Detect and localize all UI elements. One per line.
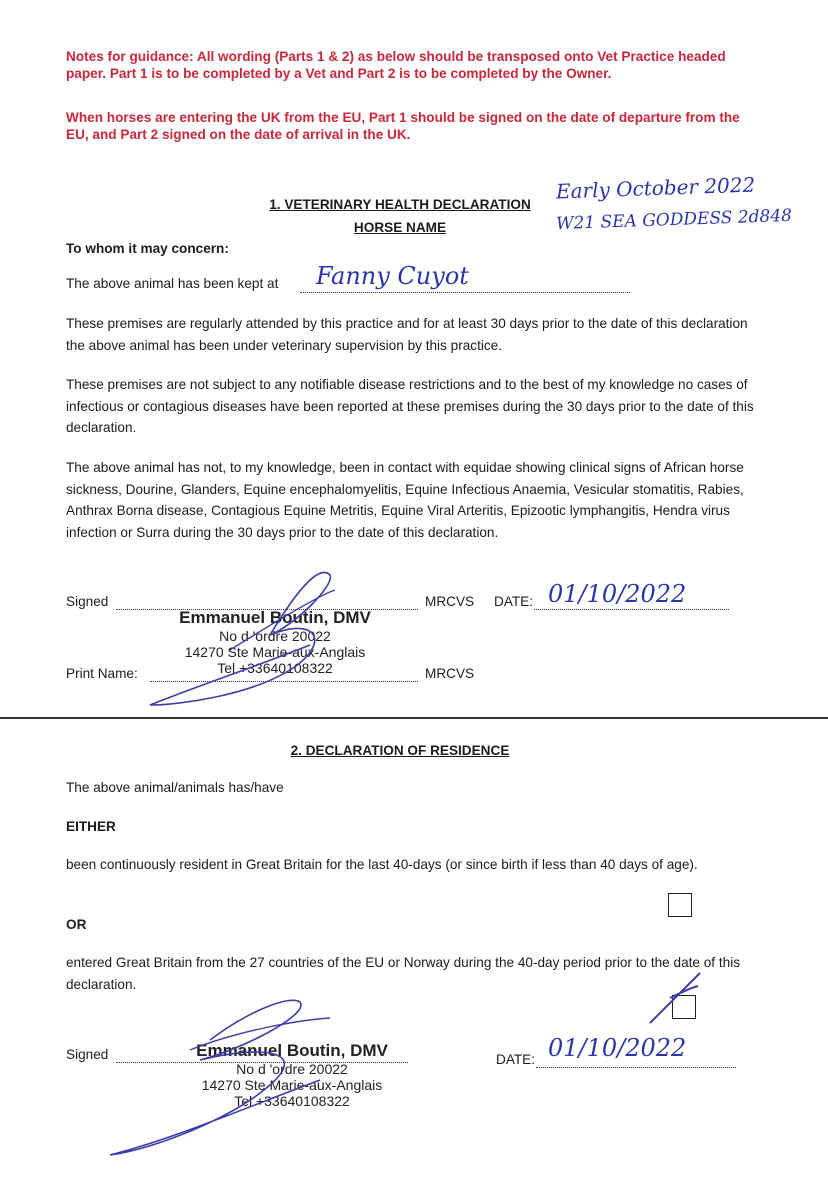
handwritten-horse-name: W21 SEA GODDESS 2d848	[555, 205, 793, 235]
stamp-order: No d 'ordre 20022	[219, 628, 331, 644]
stamp-order: No d 'ordre 20022	[236, 1061, 348, 1077]
signed-label-1: Signed	[66, 594, 109, 609]
guidance-note-1: Notes for guidance: All wording (Parts 1 & 2) as below should be transposed onto Vet Practice headed paper. Part 1 is to be completed by a Vet and Part 2 is to be completed by the Owner.	[66, 49, 726, 81]
stamp-tel: Tel +33640108322	[234, 1093, 350, 1109]
date-handwritten-1: 01/10/2022	[548, 580, 687, 608]
checkbox-tick-mark	[640, 968, 710, 1028]
part2-title: 2. DECLARATION OF RESIDENCE	[290, 743, 510, 758]
kept-at-handwritten: Fanny Cuyot	[316, 262, 469, 290]
paragraph-contact: The above animal has not, to my knowledge, been in contact with equidae showing clinical signs of African horse sickness, Dourine, Glanders, Equine encephalomyelitis, Equine Infectious Anaemia, Vesicular stomatitis, Rabies, Anthrax Borna disease, Contagious Equine Metritis, Equine Viral Arteritis, Epizootic lymphangitis, Hendra virus infection or Surra during the 30 days prior to the date of this declaration.	[66, 460, 744, 540]
print-name-label: Print Name:	[66, 666, 138, 681]
option-entered: entered Great Britain from the 27 countries of the EU or Norway during the 40-day period prior to the date of this declaration.	[66, 955, 741, 992]
or-label: OR	[66, 917, 87, 932]
checkbox-resident[interactable]	[668, 893, 692, 917]
kept-at-dotted-line	[300, 292, 630, 293]
date-label-1: DATE:	[494, 594, 534, 609]
stamp-name: Emmanuel Boutin, DMV	[179, 608, 371, 627]
date-label-2: DATE:	[496, 1052, 536, 1067]
signed-label-2: Signed	[66, 1047, 109, 1062]
mrcvs-label-1: MRCVS	[425, 594, 475, 609]
stamp-tel: Tel +33640108322	[217, 660, 333, 676]
date-dotted-line-2	[536, 1067, 736, 1068]
kept-at-label: The above animal has been kept at	[66, 276, 279, 291]
horse-name-label: HORSE NAME	[353, 220, 447, 235]
residence-intro: The above animal/animals has/have	[66, 780, 284, 795]
stamp-address: 14270 Ste Marie-aux-Anglais	[184, 644, 366, 660]
to-whom-heading: To whom it may concern:	[66, 241, 229, 256]
stamp-address: 14270 Ste Marie-aux-Anglais	[201, 1077, 383, 1093]
section-divider	[0, 717, 828, 719]
mrcvs-label-2: MRCVS	[425, 666, 475, 681]
option-resident: been continuously resident in Great Britain for the last 40-days (or since birth if less than 40 days of age).	[66, 857, 698, 872]
paragraph-supervision: These premises are regularly attended by this practice and for at least 30 days prior to the date of this declaration the above animal has been under veterinary supervision by this practice.	[66, 316, 748, 353]
guidance-note-2: When horses are entering the UK from the EU, Part 1 should be signed on the date of departure from the EU, and Part 2 signed on the date of arrival in the UK.	[66, 110, 740, 142]
stamp-name: Emmanuel Boutin, DMV	[196, 1041, 388, 1060]
paragraph-restrictions: These premises are not subject to any notifiable disease restrictions and to the best of my knowledge no cases of infectious or contagious diseases have been reported at these premises during the 30 days prior to the date of this declaration.	[66, 377, 754, 435]
vet-signature-1	[120, 555, 380, 715]
date-handwritten-2: 01/10/2022	[548, 1034, 687, 1062]
date-dotted-line-1	[534, 609, 729, 610]
handwritten-date-note: Early October 2022	[555, 172, 756, 204]
vet-signature-2	[90, 990, 410, 1165]
part1-title: 1. VETERINARY HEALTH DECLARATION	[269, 197, 531, 212]
either-label: EITHER	[66, 819, 116, 834]
